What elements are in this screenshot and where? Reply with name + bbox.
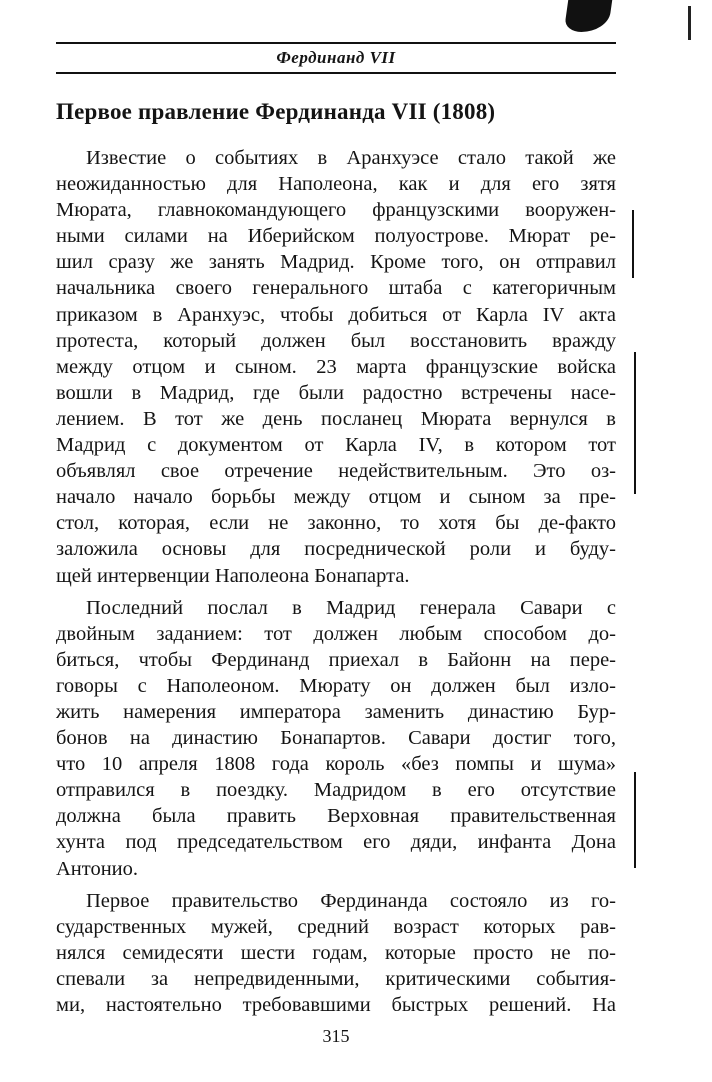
text-line: должна была править Верховная правительственная <box>56 805 616 828</box>
book-page <box>56 0 616 1082</box>
text-line: Последний послал в Мадрид генерала Савари с <box>86 596 616 619</box>
header-rule-bottom <box>56 72 616 74</box>
text-line: неожиданностью для Наполеона, как и для его зятя <box>56 173 616 196</box>
text-line: стол, которая, если не законно, то хотя бы де-факто <box>56 512 616 535</box>
running-head: Фердинанд VII <box>276 48 396 67</box>
text-line: биться, чтобы Фердинанд приехал в Байонн на пере- <box>56 648 616 671</box>
text-line: объявлял свое отречение недействительным. Это оз- <box>56 460 616 483</box>
text-line: ми, настоятельно требовавшими быстрых решений. На <box>56 994 616 1016</box>
text-line: нялся семидесяти шести годам, которые просто не по- <box>56 941 616 964</box>
header-rule-top <box>56 42 616 44</box>
body-text <box>56 145 616 1018</box>
text-line: лением. В тот же день посланец Мюрата вернулся в <box>56 407 616 430</box>
paragraph-3 <box>56 888 616 1018</box>
text-line: что 10 апреля 1808 года король «без помпы и шума» <box>56 753 616 776</box>
text-line: заложила основы для посреднической роли и буду- <box>56 538 616 561</box>
text-line: начало начало борьбы между отцом и сыном за пре- <box>56 486 616 509</box>
text-line: Мюрата, главнокомандующего французскими вооружен- <box>56 199 616 222</box>
text-line: бонов на династию Бонапартов. Савари достиг того, <box>56 727 616 750</box>
text-line: приказом в Аранхуэс, чтобы добиться от Карла IV акта <box>56 303 616 326</box>
text-line: Мадрид с документом от Карла IV, в котором тот <box>56 434 616 457</box>
text-line: шил сразу же занять Мадрид. Кроме того, он отправил <box>56 251 616 274</box>
text-line: Известие о событиях в Аранхуэсе стало такой же <box>86 147 616 169</box>
text-line: говоры с Наполеоном. Мюрату он должен был изло- <box>56 674 616 697</box>
page-number: 315 <box>322 1026 350 1046</box>
text-line: отправился в поездку. Мадридом в его отсутствие <box>56 779 616 802</box>
text-line: спевали за непредвиденными, критическими события- <box>56 967 616 990</box>
text-line: хунта под председательством его дяди, инфанта Дона <box>56 831 616 854</box>
text-line: ными силами на Иберийском полуострове. Мюрат ре- <box>56 225 616 248</box>
text-line: Первое правительство Фердинанда состояло из го- <box>86 889 616 912</box>
text-line: щей интервенции Наполеона Бонапарта. <box>56 564 410 587</box>
text-line: начальника своего генерального штаба с категоричным <box>56 277 616 300</box>
paragraph-1 <box>56 145 616 589</box>
scan-edge-mark <box>688 6 691 40</box>
text-line: двойным заданием: тот должен любым способом до- <box>56 622 616 645</box>
paragraph-2 <box>56 595 616 882</box>
chapter-title: Первое правление Фердинанда VII (1808) <box>56 99 496 124</box>
text-line: между отцом и сыном. 23 марта французские войска <box>56 355 616 378</box>
text-line: Антонио. <box>56 857 139 880</box>
text-line: протеста, который должен был восстановить вражду <box>56 329 616 352</box>
text-line: вошли в Мадрид, где были радостно встречены насе- <box>56 381 616 404</box>
text-line: жить намерения императора заменить династию Бур- <box>56 700 616 723</box>
margin-mark <box>634 352 636 494</box>
text-line: сударственных мужей, средний возраст которых рав- <box>56 915 616 938</box>
margin-mark <box>634 772 636 868</box>
margin-mark <box>632 210 634 278</box>
